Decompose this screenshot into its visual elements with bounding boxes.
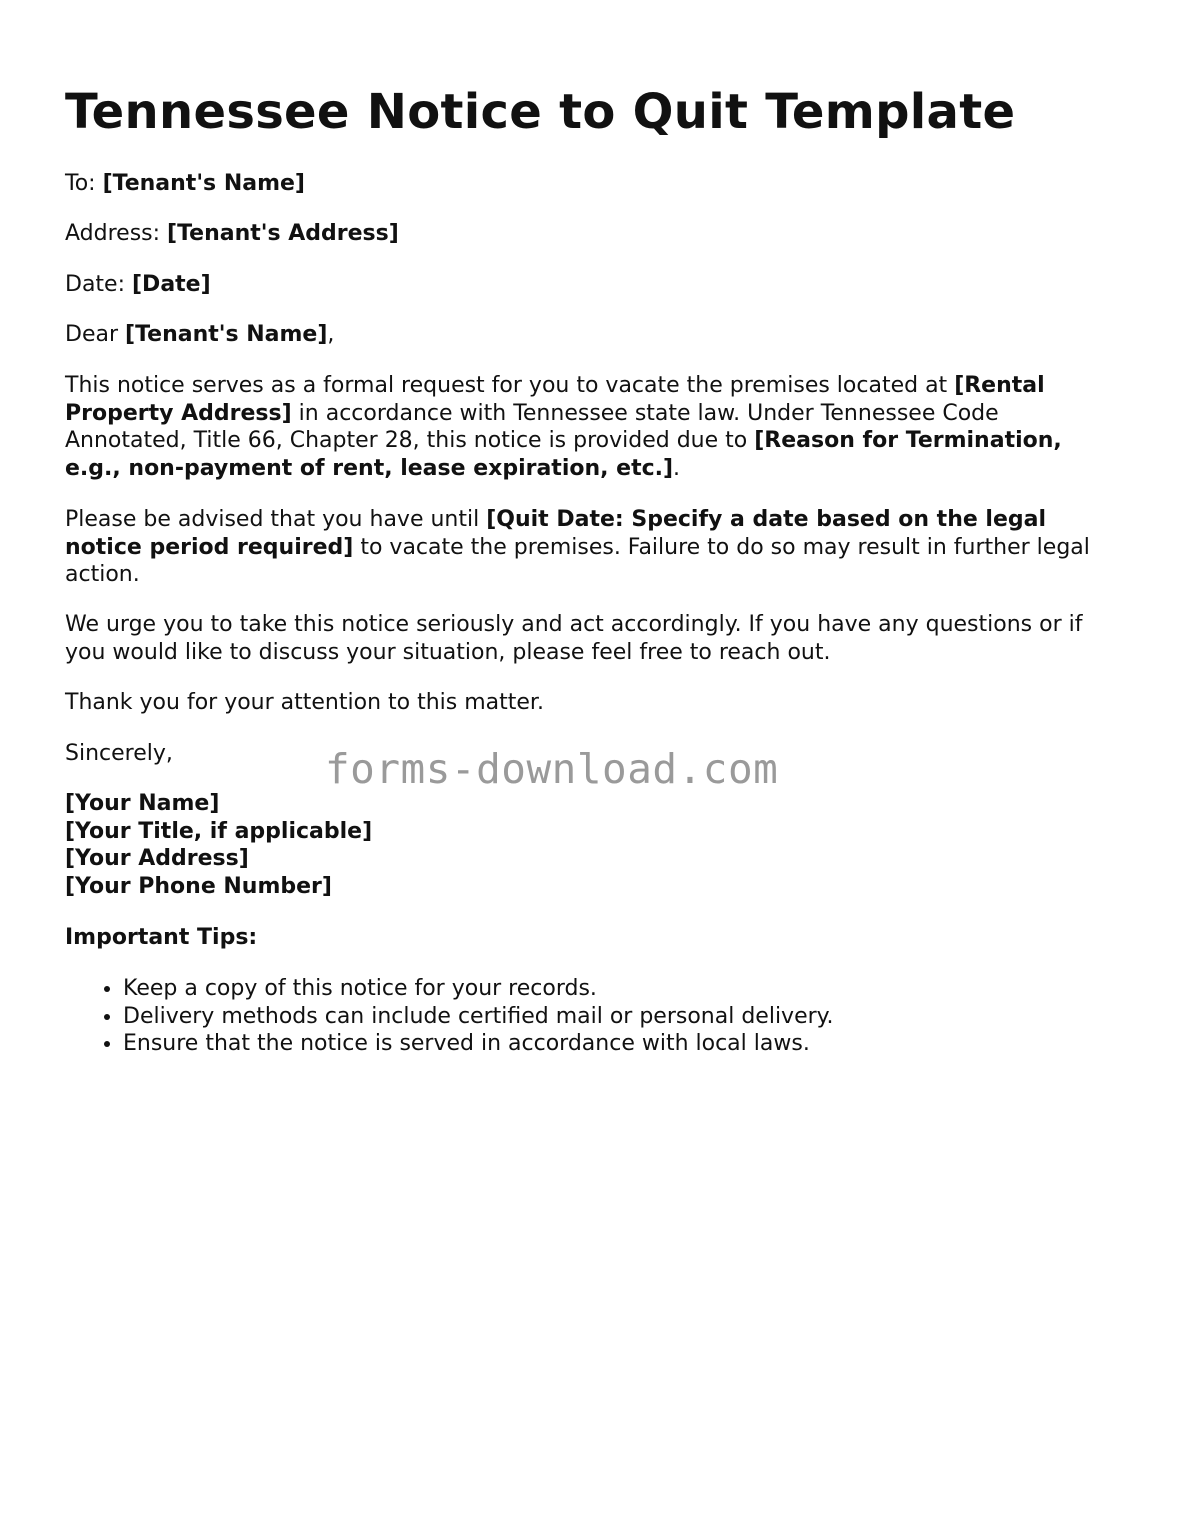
notice-paragraph	[65, 372, 1115, 482]
paragraph1-text-1: This notice serves as a formal request for you to vacate the premises located at	[65, 373, 948, 398]
list-item: • Keep a copy of this notice for your records.	[123, 975, 834, 1003]
address-label: Address:	[65, 221, 161, 246]
page-title: Tennessee Notice to Quit Template	[65, 84, 1016, 140]
tips-heading	[65, 924, 257, 952]
watermark: forms-download.com	[325, 745, 779, 793]
closing-line: Sincerely,	[65, 741, 173, 766]
salutation-suffix: ,	[327, 322, 335, 347]
your-title-placeholder: [Your Title, if applicable]	[65, 818, 373, 844]
date-placeholder: [Date]	[132, 272, 211, 297]
signature-block	[65, 790, 372, 900]
rental-address-placeholder: [Rental Property Address]	[65, 373, 1045, 426]
urge-paragraph: We urge you to take this notice seriously and act accordingly. If you have any questions or if you would like to discuss your situation, please feel free to reach out.	[65, 612, 1083, 665]
your-name-placeholder: [Your Name]	[65, 791, 220, 816]
tenant-name-placeholder: [Tenant's Name]	[102, 171, 305, 196]
termination-reason-placeholder: [Reason for Termination, e.g., non-payment of rent, lease expiration, etc.]	[65, 428, 1062, 481]
to-line	[65, 170, 305, 198]
paragraph2-text-2: to vacate the premises. Failure to do so may result in further legal action.	[65, 534, 1090, 587]
tips-list	[65, 975, 834, 1058]
paragraph1-text-2: in accordance with Tennessee state law. Under Tennessee Code Annotated, Title 66, Chapter 28, this notice is provided due to	[65, 400, 999, 453]
paragraph2-text-1: Please be advised that you have until	[65, 507, 480, 532]
date-line	[65, 271, 211, 299]
to-label: To:	[65, 171, 96, 196]
address-line	[65, 220, 399, 248]
list-item: • Delivery methods can include certified mail or personal delivery.	[123, 1003, 834, 1031]
your-address-placeholder: [Your Address]	[65, 846, 249, 871]
tenant-address-placeholder: [Tenant's Address]	[167, 221, 399, 246]
quit-date-placeholder: [Quit Date: Specify a date based on the legal notice period required]	[65, 507, 1047, 560]
salutation-name-placeholder: [Tenant's Name]	[125, 322, 328, 347]
salutation-prefix: Dear	[65, 322, 119, 347]
list-item: • Ensure that the notice is served in accordance with local laws.	[123, 1030, 834, 1058]
thank-you-line: Thank you for your attention to this matter.	[65, 690, 544, 715]
your-phone-placeholder: [Your Phone Number]	[65, 873, 332, 899]
salutation	[65, 321, 334, 349]
paragraph1-text-3: .	[673, 455, 681, 481]
quit-date-paragraph	[65, 506, 1115, 589]
date-label: Date:	[65, 272, 125, 297]
tips-heading-text: Important Tips:	[65, 925, 258, 950]
